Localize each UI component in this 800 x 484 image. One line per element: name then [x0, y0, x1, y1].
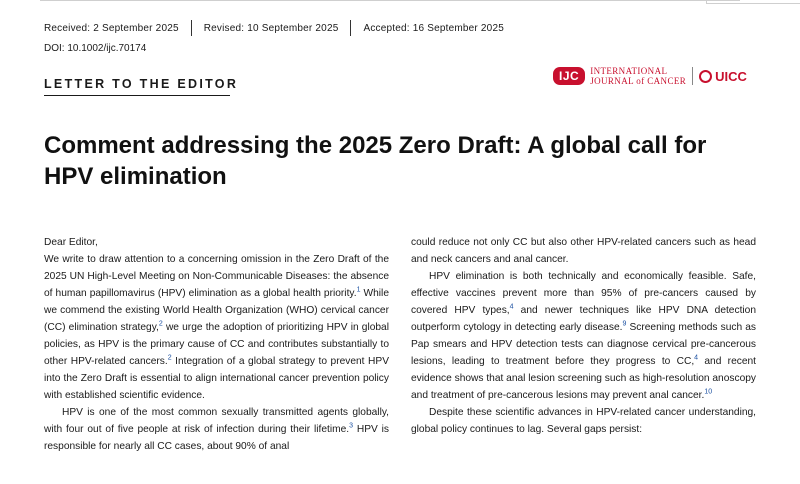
- citation-link[interactable]: 2: [158, 320, 163, 328]
- citation-link[interactable]: 1: [356, 286, 361, 294]
- ijc-badge: IJC: [553, 67, 585, 85]
- citation-link[interactable]: 2: [167, 354, 172, 362]
- accepted-date: Accepted: 16 September 2025: [363, 22, 504, 34]
- journal-name-line2: JOURNAL of CANCER: [590, 76, 687, 86]
- top-right-frame: [706, 0, 800, 4]
- journal-name: [590, 66, 686, 86]
- salutation: Dear Editor,: [44, 237, 98, 248]
- logo-divider: [692, 67, 693, 85]
- paragraph: HPV elimination is both technically and economically feasible. Safe, effective vaccines prevent more than 95% of pre-cancers caused by covered HPV types,$^4$ and newer techniques like HPV DNA detection outperform cytology in detecting early disease.$^9$ Screening methods such as Pap smears and HPV detection tests can diagnose cervical pre-cancerous lesions, leading to treatment before they progress to CC,$^4$ and recent evidence shows that anal lesion screening such as high-resolution anoscopy and treatment of pre-cancerous lesions may prevent anal cancer.$^{10}$: [411, 271, 756, 401]
- paragraph: HPV is one of the most common sexually transmitted agents globally, with four out of five people at risk of infection during their lifetime.$^3$ HPV is responsible for nearly all CC cases, about 90% of anal: [44, 407, 390, 452]
- uicc-ring-icon: [699, 70, 712, 83]
- section-underline: [44, 95, 230, 96]
- doi-link[interactable]: DOI: 10.1002/ijc.70174: [44, 43, 147, 54]
- journal-name-line1: INTERNATIONAL: [590, 66, 668, 76]
- citation-link[interactable]: 10: [704, 388, 713, 396]
- citation-link[interactable]: 4: [694, 354, 699, 362]
- received-date: Received: 2 September 2025: [44, 22, 179, 34]
- article-title: Comment addressing the 2025 Zero Draft: A global call for HPV elimination: [44, 132, 707, 190]
- paragraph: Despite these scientific advances in HPV-related cancer understanding, global policy continues to lag. Several gaps persist:: [411, 407, 756, 435]
- right-column: [411, 234, 756, 438]
- left-column: [44, 234, 389, 455]
- section-label: LETTER TO THE EDITOR: [44, 77, 239, 91]
- journal-logo[interactable]: [553, 66, 747, 86]
- article-dates: [44, 20, 516, 36]
- citation-link[interactable]: 4: [509, 303, 514, 311]
- paragraph: could reduce not only CC but also other HPV-related cancers such as head and neck cancers and anal cancer.: [411, 237, 756, 265]
- citation-link[interactable]: 9: [622, 320, 627, 328]
- revised-date: Revised: 10 September 2025: [203, 22, 339, 34]
- date-separator: [191, 20, 192, 36]
- paragraph: We write to draw attention to a concerning omission in the Zero Draft of the 2025 UN High-Level Meeting on Non-Communicable Diseases: the absence of human papillomavirus (HPV) elimination as a global health priority.$^1$ While we commend the existing World Health Organization (WHO) cervical cancer (CC) elimination strategy,$^2$ we urge the adoption of prioritizing HPV in global policies, as HPV is the primary cause of CC and contributes substantially to other HPV-related cancers.$^2$ Integration of a global strategy to prevent HPV into the Zero Draft is essential to align international cancer prevention policy with established scientific evidence.: [44, 254, 389, 401]
- uicc-text: UICC: [715, 68, 747, 84]
- uicc-logo: [699, 69, 747, 84]
- date-separator: [350, 20, 351, 36]
- top-rule: [40, 0, 740, 1]
- citation-link[interactable]: 3: [349, 422, 353, 430]
